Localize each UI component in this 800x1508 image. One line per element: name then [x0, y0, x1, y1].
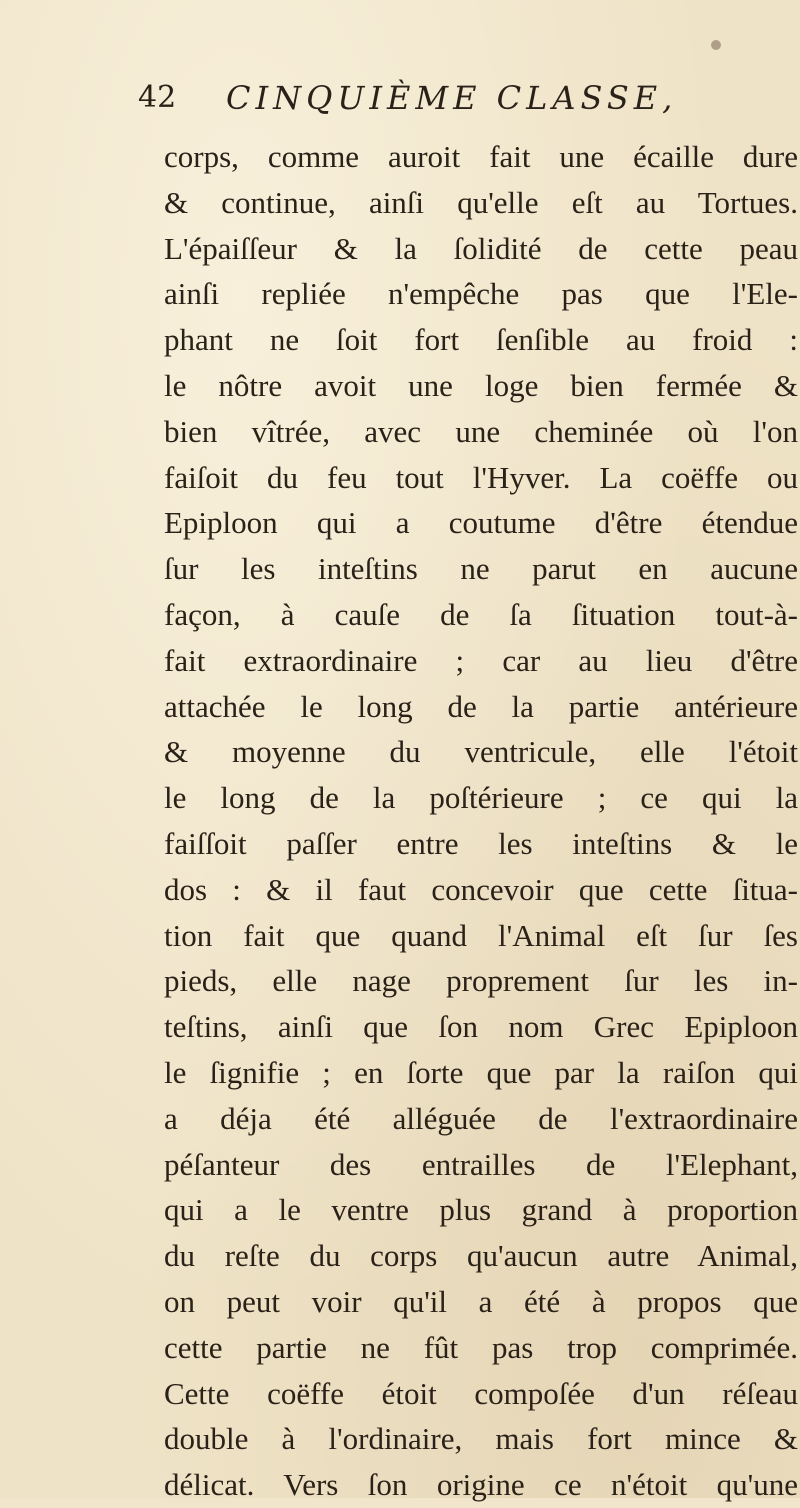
text-line: façon, à cauſe de ſa ſituation tout-à-: [164, 596, 798, 632]
text-line: double à l'ordinaire, mais fort mince &: [164, 1421, 798, 1457]
text-line: faiſoit du feu tout l'Hyver. La coëffe ou: [164, 459, 798, 495]
text-line: phant ne ſoit fort ſenſible au froid :: [164, 322, 798, 358]
text-line: fait extraordinaire ; car au lieu d'être: [164, 642, 798, 678]
text-line: qui a le ventre plus grand à proportion: [164, 1192, 798, 1228]
text-line: Epiploon qui a coutume d'être étendue: [164, 505, 798, 541]
text-line: cette partie ne fût pas trop comprimée.: [164, 1329, 798, 1365]
text-line: on peut voir qu'il a été à propos que: [164, 1283, 798, 1319]
text-line: péſanteur des entrailles de l'Elephant,: [164, 1146, 798, 1182]
text-line: le nôtre avoit une loge bien fermée &: [164, 367, 798, 403]
text-line: dos : & il faut concevoir que cette ſitua-: [164, 871, 798, 907]
text-line: le ſignifie ; en ſorte que par la raiſon qui: [164, 1054, 798, 1090]
text-line: ſur les inteſtins ne parut en aucune: [164, 551, 798, 587]
text-line: bien vîtrée, avec une cheminée où l'on: [164, 413, 798, 449]
text-line: tion fait que quand l'Animal eſt ſur ſes: [164, 917, 798, 953]
page-header: [138, 76, 778, 124]
text-line: L'épaiſſeur & la ſolidité de cette peau: [164, 230, 798, 266]
text-line: a déja été alléguée de l'extraordinaire: [164, 1100, 798, 1136]
text-line: corps, comme auroit fait une écaille dure: [164, 139, 798, 174]
text-line: & continue, ainſi qu'elle eſt au Tortues.: [164, 184, 798, 220]
text-line: & moyenne du ventricule, elle l'étoit: [164, 734, 798, 770]
text-line: Cette coëffe étoit compoſée d'un réſeau: [164, 1375, 798, 1411]
text-line: faiſſoit paſſer entre les inteſtins & le: [164, 825, 798, 861]
text-line: pieds, elle nage proprement ſur les in-: [164, 963, 798, 999]
text-line: délicat. Vers ſon origine ce n'étoit qu'une: [164, 1467, 798, 1503]
body-text: [164, 134, 798, 1508]
text-line: le long de la poſtérieure ; ce qui la: [164, 780, 798, 816]
running-head: CINQUIÈME CLASSE,: [226, 79, 678, 117]
text-line: teſtins, ainſi que ſon nom Grec Epiploon: [164, 1009, 798, 1045]
text-line: du reſte du corps qu'aucun autre Animal,: [164, 1238, 798, 1274]
page-number: 42: [138, 80, 177, 115]
ink-spot: [711, 40, 721, 50]
text-line: attachée le long de la partie antérieure: [164, 688, 798, 724]
text-line: ainſi repliée n'empêche pas que l'Ele-: [164, 276, 798, 312]
